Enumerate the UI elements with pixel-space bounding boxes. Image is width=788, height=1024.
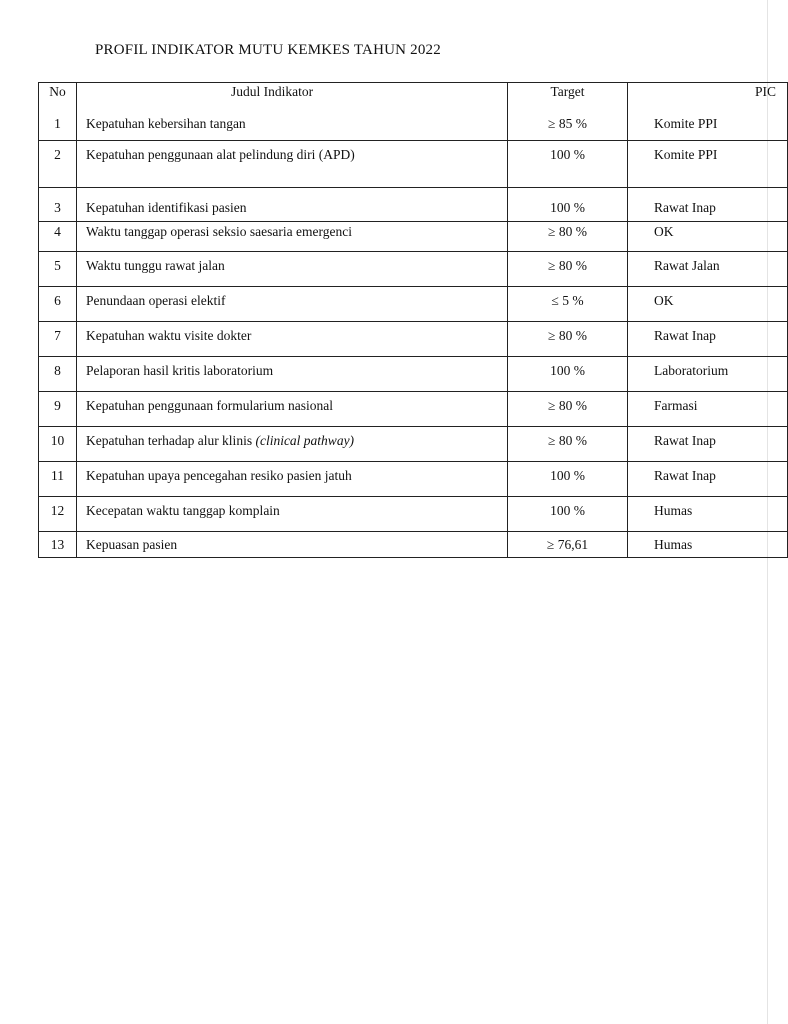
header-target: Target [550, 84, 585, 99]
indicator-title: Kepatuhan identifikasi pasien [77, 188, 508, 222]
header-no: No [49, 84, 66, 99]
table-row [39, 532, 788, 558]
row-number: 13 [39, 532, 77, 558]
indicator-title-text: Kepatuhan terhadap alur klinis [86, 433, 256, 448]
indicator-target: 100 % [508, 497, 628, 532]
indicator-target: ≤ 5 % [508, 287, 628, 322]
indicator-title: Waktu tunggu rawat jalan [77, 252, 508, 287]
indicator-title: Kepuasan pasien [77, 532, 508, 558]
row-number: 6 [39, 287, 77, 322]
indicator-pic: OK [628, 287, 788, 322]
indicator-title: Kepatuhan upaya pencegahan resiko pasien jatuh [77, 462, 508, 497]
indicator-target: 100 % [508, 357, 628, 392]
indicator-title: Kepatuhan penggunaan alat pelindung diri (APD) [77, 141, 508, 188]
cell-no [39, 83, 77, 141]
table-row [39, 222, 788, 252]
indicator-target: ≥ 80 % [508, 392, 628, 427]
row-number: 2 [39, 141, 77, 188]
indicator-pic: Rawat Inap [628, 188, 788, 222]
indicator-target: ≥ 85 % [548, 116, 587, 131]
indicator-title: Penundaan operasi elektif [77, 287, 508, 322]
table-row [39, 462, 788, 497]
indicator-target: ≥ 80 % [508, 222, 628, 252]
indicator-pic: Rawat Inap [628, 462, 788, 497]
row-number: 4 [39, 222, 77, 252]
table-row [39, 497, 788, 532]
table-row [39, 357, 788, 392]
table-row [39, 141, 788, 188]
indicator-target: 100 % [508, 188, 628, 222]
table-row [39, 287, 788, 322]
indicator-pic: Rawat Inap [628, 427, 788, 462]
indicator-title: Waktu tanggap operasi seksio saesaria emergenci [77, 222, 508, 252]
indicator-target: 100 % [508, 141, 628, 188]
row-number: 1 [54, 116, 61, 131]
indicator-pic: Humas [628, 497, 788, 532]
indicator-title: Kepatuhan kebersihan tangan [86, 116, 246, 131]
indicator-target: ≥ 80 % [508, 427, 628, 462]
row-number: 11 [39, 462, 77, 497]
row-number: 8 [39, 357, 77, 392]
row-number: 12 [39, 497, 77, 532]
header-judul: Judul Indikator [231, 84, 314, 99]
indicator-target: ≥ 80 % [508, 252, 628, 287]
table-row [39, 83, 788, 141]
table-row [39, 322, 788, 357]
row-number: 5 [39, 252, 77, 287]
cell-judul [77, 83, 508, 141]
table-row [39, 188, 788, 222]
indicator-pic: Rawat Jalan [628, 252, 788, 287]
indicator-table [38, 82, 788, 558]
indicator-title-italic: (clinical pathway) [255, 433, 355, 448]
cell-target [508, 83, 628, 141]
table-row [39, 392, 788, 427]
indicator-title [77, 427, 508, 462]
indicator-target: ≥ 76,61 [508, 532, 628, 558]
cell-pic [628, 83, 788, 141]
document-title: PROFIL INDIKATOR MUTU KEMKES TAHUN 2022 [95, 42, 441, 58]
table-row [39, 252, 788, 287]
indicator-pic: Komite PPI [628, 141, 788, 188]
table-row [39, 427, 788, 462]
row-number: 3 [39, 188, 77, 222]
row-number: 10 [39, 427, 77, 462]
header-pic: PIC [754, 84, 776, 99]
indicator-pic: Farmasi [628, 392, 788, 427]
indicator-pic: Laboratorium [628, 357, 788, 392]
indicator-title: Pelaporan hasil kritis laboratorium [77, 357, 508, 392]
indicator-pic: Rawat Inap [628, 322, 788, 357]
indicator-title: Kepatuhan penggunaan formularium nasional [77, 392, 508, 427]
indicator-pic: Komite PPI [654, 116, 718, 131]
indicator-pic: Humas [628, 532, 788, 558]
row-number: 7 [39, 322, 77, 357]
indicator-title: Kepatuhan waktu visite dokter [77, 322, 508, 357]
indicator-title: Kecepatan waktu tanggap komplain [77, 497, 508, 532]
indicator-pic: OK [628, 222, 788, 252]
indicator-target: ≥ 80 % [508, 322, 628, 357]
indicator-target: 100 % [508, 462, 628, 497]
row-number: 9 [39, 392, 77, 427]
